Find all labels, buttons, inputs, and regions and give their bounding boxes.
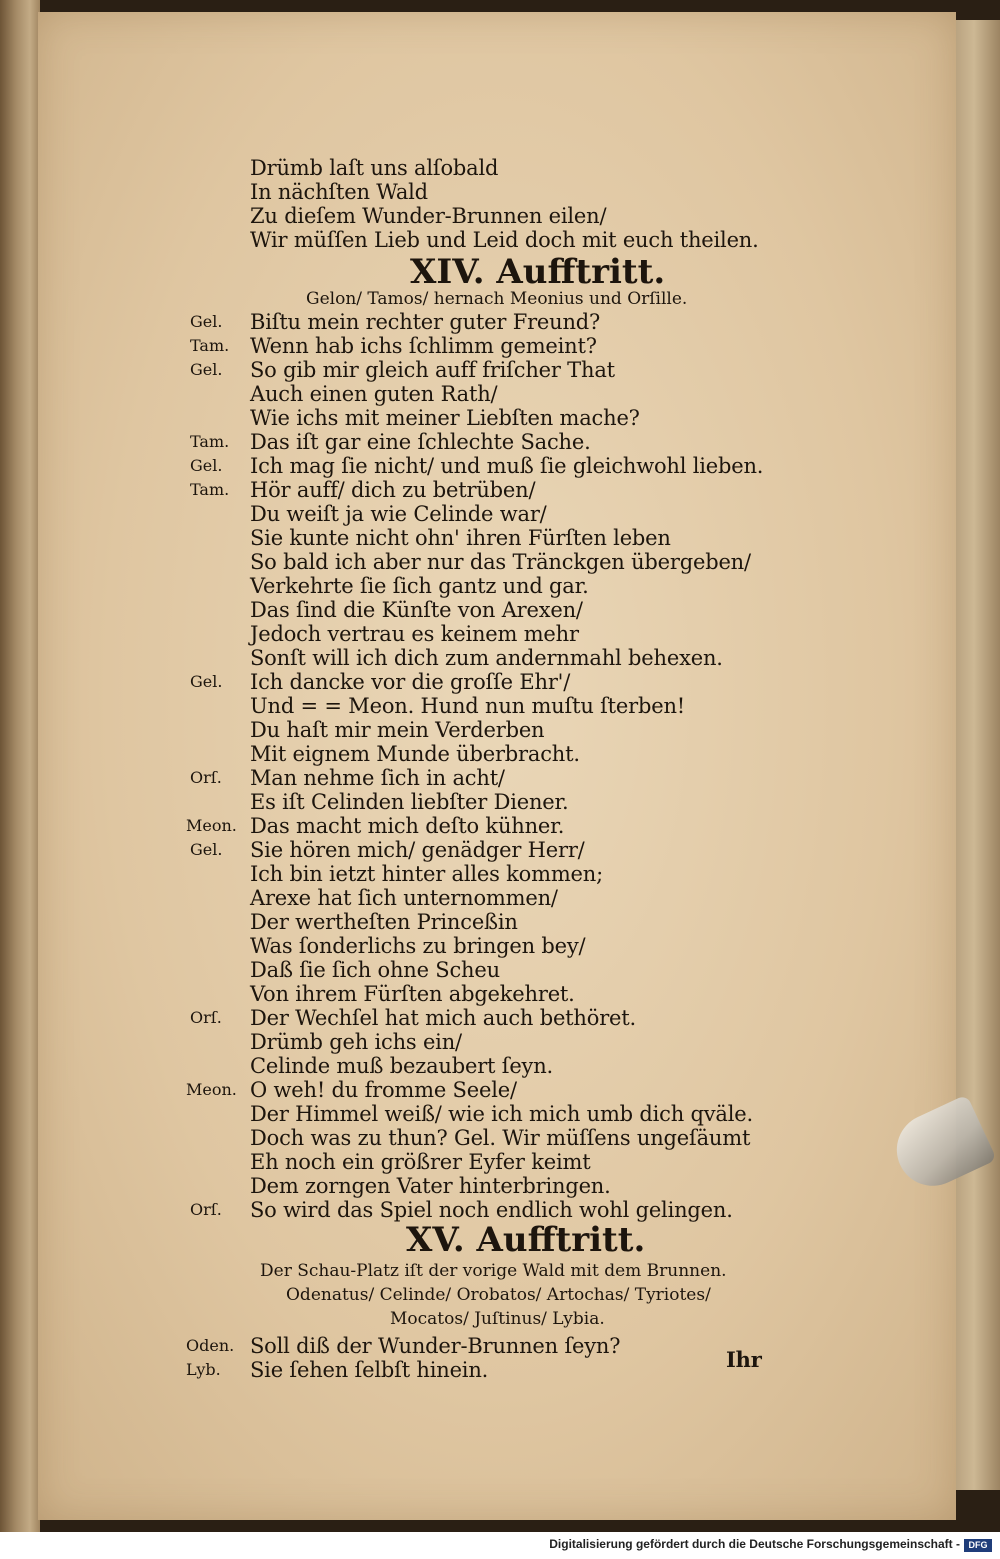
- verse-line: Dem zorngen Vater hinterbringen.: [250, 1174, 611, 1198]
- speaker-label: Tam.: [190, 432, 230, 451]
- verse-line: Ich dancke vor die groſſe Ehr'/: [250, 670, 571, 694]
- scene-setting: Der Schau-Platz iſt der vorige Wald mit dem Brunnen.: [260, 1261, 727, 1281]
- verse-line: Das ſind die Künſte von Arexen/: [250, 598, 583, 622]
- verse-line: Es iſt Celinden liebſter Diener.: [250, 790, 569, 814]
- verse-line: So wird das Spiel noch endlich wohl gelingen.: [250, 1198, 733, 1222]
- speaker-label: Orſ.: [190, 768, 222, 787]
- verse-line: Zu dieſem Wunder-Brunnen eilen/: [250, 204, 607, 228]
- speaker-label: Oden.: [186, 1336, 235, 1355]
- verse-line: Der wertheſten Princeßin: [250, 910, 518, 934]
- speaker-label: Gel.: [190, 360, 223, 379]
- verse-line: Drümb laſt uns alſobald: [250, 156, 499, 180]
- book-page: [38, 12, 956, 1520]
- verse-line: Hör auff/ dich zu betrüben/: [250, 478, 536, 502]
- footer-bar: [0, 1532, 1000, 1559]
- speaker-label: Meon.: [186, 816, 237, 835]
- verse-line: Sonſt will ich dich zum andernmahl behexen.: [250, 646, 723, 670]
- speaker-label: Orſ.: [190, 1200, 222, 1219]
- page-text: [38, 12, 956, 1520]
- verse-line: Biſtu mein rechter guter Freund?: [250, 310, 601, 334]
- verse-line: Du weiſt ja wie Celinde war/: [250, 502, 547, 526]
- verse-line: Celinde muß bezaubert ſeyn.: [250, 1054, 554, 1078]
- speaker-label: Gel.: [190, 312, 223, 331]
- verse-line: Sie hören mich/ genädger Herr/: [250, 838, 585, 862]
- verse-line: Und = = Meon. Hund nun muſtu ſterben!: [250, 694, 686, 718]
- verse-line: Doch was zu thun? Gel. Wir müſſens ungeſäumt: [250, 1126, 751, 1150]
- verse-line: Der Wechſel hat mich auch bethöret.: [250, 1006, 636, 1030]
- scene-heading: XIV. Aufftritt.: [410, 252, 666, 292]
- speaker-label: Gel.: [190, 456, 223, 475]
- verse-line: Arexe hat ſich unternommen/: [250, 886, 558, 910]
- verse-line: Daß ſie ſich ohne Scheu: [250, 958, 500, 982]
- speaker-label: Orſ.: [190, 1008, 222, 1027]
- cast-list: Odenatus/ Celinde/ Orobatos/ Artochas/ Tyriotes/: [286, 1285, 711, 1305]
- cast-list: Mocatos/ Juſtinus/ Lybia.: [390, 1309, 605, 1329]
- verse-line: Du haſt mir mein Verderben: [250, 718, 545, 742]
- verse-line: Ich bin ietzt hinter alles kommen;: [250, 862, 603, 886]
- verse-line: Der Himmel weiß/ wie ich mich umb dich qväle.: [250, 1102, 753, 1126]
- verse-line: Man nehme ſich in acht/: [250, 766, 505, 790]
- verse-line: Von ihrem Fürſten abgekehret.: [250, 982, 575, 1006]
- speaker-label: Meon.: [186, 1080, 237, 1099]
- verse-line: Das macht mich deſto kühner.: [250, 814, 565, 838]
- verse-line: Ich mag ſie nicht/ und muß ſie gleichwohl lieben.: [250, 454, 764, 478]
- verse-line: Eh noch ein größrer Eyfer keimt: [250, 1150, 591, 1174]
- verse-line: Sie ſehen ſelbſt hinein.: [250, 1358, 489, 1382]
- verse-line: Mit eignem Munde überbracht.: [250, 742, 580, 766]
- verse-line: Was ſonderlichs zu bringen bey/: [250, 934, 586, 958]
- verse-line: Auch einen guten Rath/: [250, 382, 498, 406]
- speaker-label: Tam.: [190, 480, 230, 499]
- verse-line: Verkehrte ſie ſich gantz und gar.: [250, 574, 589, 598]
- verse-line: Sie kunte nicht ohn' ihren Fürſten leben: [250, 526, 671, 550]
- speaker-label: Gel.: [190, 840, 223, 859]
- speaker-label: Tam.: [190, 336, 230, 355]
- funding-credit: Digitalisierung gefördert durch die Deutsche Forschungsgemeinschaft -: [549, 1537, 960, 1551]
- verse-line: So bald ich aber nur das Tränckgen übergeben/: [250, 550, 751, 574]
- scene-heading: XV. Aufftritt.: [406, 1220, 646, 1260]
- dfg-logo: DFG: [964, 1539, 992, 1552]
- verse-line: Wenn hab ichs ſchlimm gemeint?: [250, 334, 597, 358]
- verse-line: Soll diß der Wunder-Brunnen ſeyn?: [250, 1334, 621, 1358]
- verse-line: In nächſten Wald: [250, 180, 428, 204]
- verse-line: Drümb geh ichs ein/: [250, 1030, 462, 1054]
- verse-line: So gib mir gleich auff friſcher That: [250, 358, 615, 382]
- verse-line: Wie ichs mit meiner Liebſten mache?: [250, 406, 640, 430]
- left-binding-board: [0, 0, 40, 1532]
- catchword: Ihr: [726, 1347, 762, 1372]
- verse-line: Das iſt gar eine ſchlechte Sache.: [250, 430, 591, 454]
- verse-line: Jedoch vertrau es keinem mehr: [250, 622, 579, 646]
- verse-line: O weh! du fromme Seele/: [250, 1078, 517, 1102]
- speaker-label: Lyb.: [186, 1360, 221, 1379]
- speaker-label: Gel.: [190, 672, 223, 691]
- verse-line: Wir müſſen Lieb und Leid doch mit euch theilen.: [250, 228, 759, 252]
- cast-list: Gelon/ Tamos/ hernach Meonius und Orſille.: [306, 289, 688, 309]
